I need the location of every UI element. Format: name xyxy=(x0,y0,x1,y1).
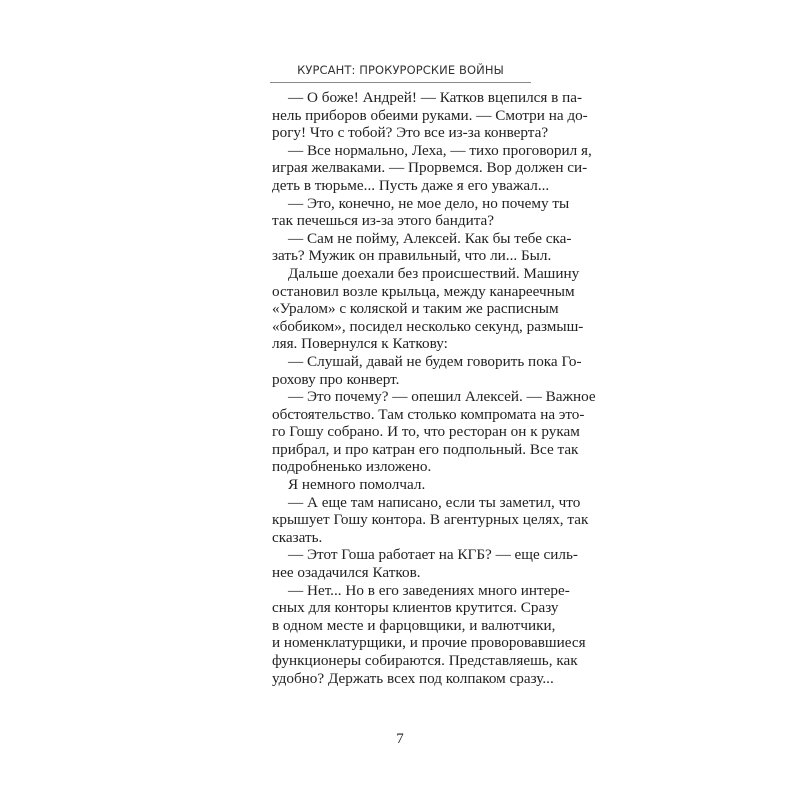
text-line: Я немного помолчал. xyxy=(288,476,426,494)
paragraph xyxy=(272,476,528,494)
running-header: КУРСАНТ: ПРОКУРОРСКИЕ ВОЙНЫ xyxy=(297,63,504,77)
text-line: играя желваками. — Прорвемся. Вор должен си- xyxy=(272,159,588,177)
text-line: так печешься из-за этого бандита? xyxy=(272,212,495,230)
text-line: обстоятельство. Там столько компромата на это- xyxy=(272,405,585,423)
text-line: зать? Мужик он правильный, что ли... Был. xyxy=(272,247,552,265)
paragraph xyxy=(272,229,572,265)
text-line: рохову про конверт. xyxy=(272,370,400,388)
text-line: рогу! Что с тобой? Это все из-за конверта? xyxy=(272,124,549,142)
text-line: сказать. xyxy=(272,528,323,546)
text-line: ляя. Повернулся к Каткову: xyxy=(272,335,448,353)
page-number: 7 xyxy=(396,731,404,747)
text-line: Дальше доехали без происшествий. Машину xyxy=(288,264,580,282)
text-line: удобно? Держать всех под колпаком сразу... xyxy=(272,669,554,687)
paragraph xyxy=(272,194,570,230)
text-line: крышует Гошу контора. В агентурных целях, так xyxy=(272,511,589,529)
text-line: «бобиком», посидел несколько секунд, размыш- xyxy=(272,317,584,335)
text-line: — Сам не пойму, Алексей. Как бы тебе ска- xyxy=(288,229,572,247)
header-rule xyxy=(270,82,531,83)
text-line: — Все нормально, Леха, — тихо проговорил я, xyxy=(288,141,592,159)
page-body-text xyxy=(272,89,596,687)
text-line: — А еще там написано, если ты заметил, что xyxy=(288,493,581,511)
text-line: прибрал, и про катран его подпольный. Все так xyxy=(272,440,579,458)
paragraph xyxy=(272,546,578,582)
text-line: — Слушай, давай не будем говорить пока Го- xyxy=(288,352,582,370)
text-line: сных для конторы клиентов крутится. Сразу xyxy=(272,599,559,617)
text-line: «Уралом» с коляской и таким же расписным xyxy=(272,300,559,318)
text-line: в одном месте и фарцовщики, и валютчики, xyxy=(272,616,556,634)
text-line: — Это почему? — опешил Алексей. — Важное xyxy=(288,388,596,406)
text-line: — Это, конечно, не мое дело, но почему ты xyxy=(288,194,570,212)
text-line: го Гошу собрано. И то, что ресторан он к рукам xyxy=(272,423,580,441)
text-line: деть в тюрьме... Пусть даже я его уважал... xyxy=(272,176,550,194)
paragraph xyxy=(272,141,592,195)
text-line: подробненько изложено. xyxy=(272,458,432,476)
paragraph xyxy=(272,493,589,547)
paragraph xyxy=(272,264,584,353)
text-line: — Этот Гоша работает на КГБ? — еще силь- xyxy=(288,546,578,564)
text-line: нель приборов обеими руками. — Смотри на до- xyxy=(272,106,588,124)
text-line: и номенклатурщики, и прочие проворовавшиеся xyxy=(272,634,586,652)
text-line: остановил возле крыльца, между канареечным xyxy=(272,282,575,300)
paragraph xyxy=(272,89,588,142)
text-line: функционеры собираются. Представляешь, как xyxy=(272,652,578,669)
text-line: — Нет... Но в его заведениях много интере- xyxy=(288,581,570,599)
text-line: нее озадачился Катков. xyxy=(272,564,421,582)
paragraph xyxy=(272,352,582,388)
text-line: — О боже! Андрей! — Катков вцепился в па- xyxy=(288,89,583,106)
paragraph xyxy=(272,388,596,476)
paragraph xyxy=(272,581,586,688)
